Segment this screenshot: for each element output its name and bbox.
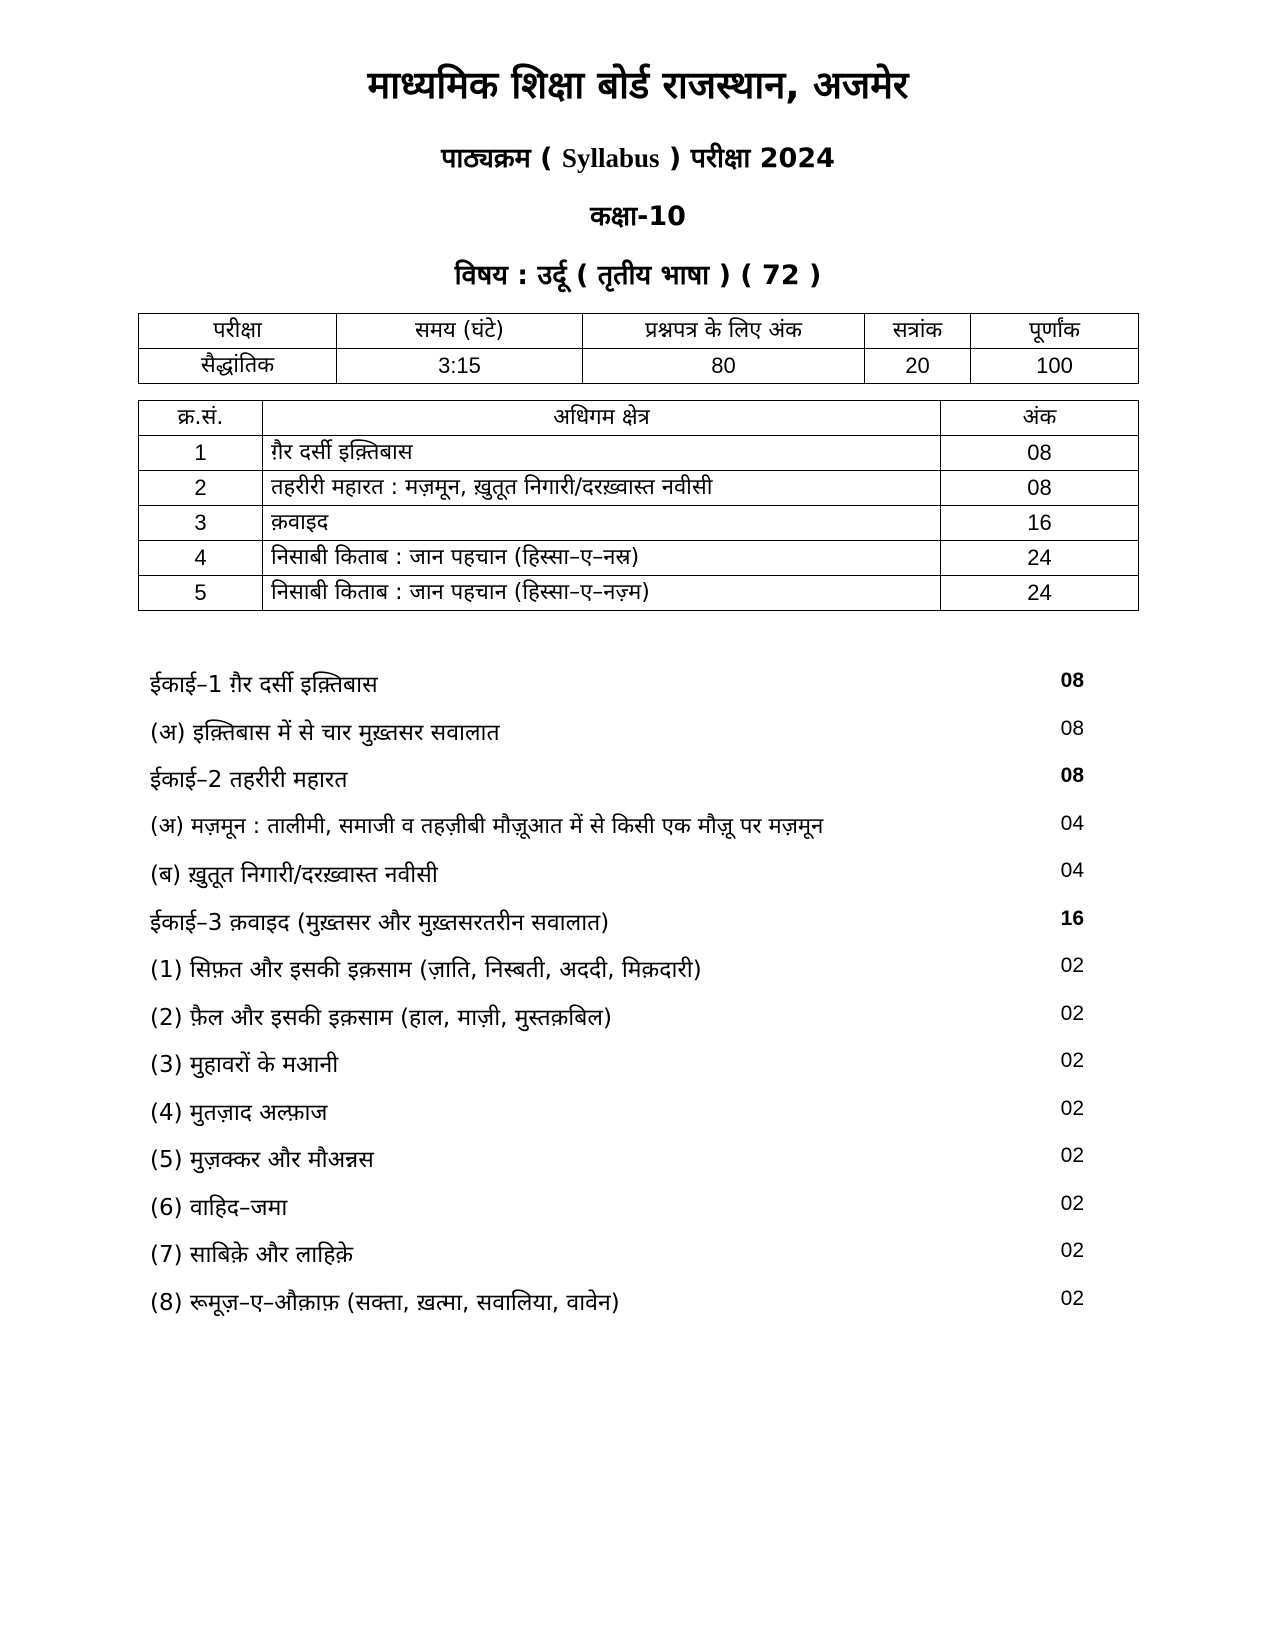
row-area: ग़ैर दर्सी इक़्तिबास xyxy=(263,436,941,471)
exam-type: सैद्धांतिक xyxy=(139,349,337,384)
unit-heading xyxy=(150,756,1084,804)
syllabus-prefix: पाठ्यक्रम ( xyxy=(441,143,553,174)
unit-marks: 02 xyxy=(1060,1001,1084,1025)
unit-text: (8) रूमूज़–ए–औक़ाफ़ (सक्ता, ख़त्मा, सवालिया, वावेन) xyxy=(150,1289,620,1316)
list-item xyxy=(150,804,1084,852)
table-row xyxy=(139,506,1139,541)
list-item xyxy=(150,709,1084,757)
table-row xyxy=(139,436,1139,471)
exam-header-exam: परीक्षा xyxy=(139,314,337,349)
learning-areas-table xyxy=(138,400,1139,611)
exam-paper-marks: 80 xyxy=(583,349,865,384)
unit-marks: 02 xyxy=(1060,1286,1084,1310)
content-header-serial: क्र.सं. xyxy=(139,401,263,436)
class-heading: कक्षा-10 xyxy=(590,201,686,232)
unit-text: (3) मुहावरों के मआनी xyxy=(150,1052,339,1078)
exam-total: 100 xyxy=(971,349,1139,384)
syllabus-suffix: ) परीक्षा 2024 xyxy=(668,143,835,174)
unit-marks: 08 xyxy=(1060,764,1084,787)
row-area: निसाबी किताब : जान पहचान (हिस्सा–ए–नस्र) xyxy=(263,541,941,576)
unit-marks: 02 xyxy=(1060,1096,1084,1120)
exam-header-total: पूर्णांक xyxy=(971,314,1139,349)
unit-text: (अ) मज़मून : तालीमी, समाजी व तहज़ीबी मौज़ूआत में से किसी एक मौज़ू पर मज़मून xyxy=(150,813,824,839)
row-area: निसाबी किताब : जान पहचान (हिस्सा–ए–नज़्म) xyxy=(263,576,941,611)
list-item xyxy=(150,851,1084,899)
unit-text: ईकाई–1 ग़ैर दर्सी इक़्तिबास xyxy=(150,672,378,698)
list-item xyxy=(150,1136,1084,1184)
table-row xyxy=(139,541,1139,576)
unit-text: (7) साबिक़े और लाहिक़े xyxy=(150,1242,354,1268)
unit-text: ईकाई–3 क़वाइद (मुख़्तसर और मुख़्तसरतरीन सवालात) xyxy=(150,909,610,936)
unit-text: (5) मुज़क्कर और मौअन्नस xyxy=(150,1147,374,1173)
exam-header-row xyxy=(139,314,1139,349)
table-row xyxy=(139,576,1139,611)
unit-heading xyxy=(150,661,1084,709)
unit-marks: 02 xyxy=(1060,1191,1084,1215)
list-item xyxy=(150,1041,1084,1089)
row-marks: 08 xyxy=(941,436,1139,471)
unit-marks: 02 xyxy=(1060,1049,1084,1072)
row-serial: 5 xyxy=(139,576,263,611)
row-area: क़वाइद xyxy=(263,506,941,541)
unit-text: ईकाई–2 तहरीरी महारत xyxy=(150,767,348,793)
unit-text: (अ) इक़्तिबास में से चार मुख़्तसर सवालात xyxy=(150,719,500,746)
unit-marks: 02 xyxy=(1060,1239,1084,1262)
exam-header-time: समय (घंटे) xyxy=(337,314,583,349)
unit-text: (1) सिफ़त और इसकी इक़साम (ज़ाति, निस्बती, अददी, मिक़दारी) xyxy=(150,957,702,983)
row-serial: 3 xyxy=(139,506,263,541)
list-item xyxy=(150,1089,1084,1137)
exam-sessional: 20 xyxy=(865,349,971,384)
subject-heading: विषय : उर्दू ( तृतीय भाषा ) ( 72 ) xyxy=(454,260,822,291)
row-serial: 4 xyxy=(139,541,263,576)
unit-text: (6) वाहिद–जमा xyxy=(150,1194,288,1221)
unit-text: (ब) ख़ुतूत निगारी/दरख़्वास्त नवीसी xyxy=(150,862,438,888)
unit-marks: 02 xyxy=(1060,1144,1084,1167)
exam-header-sessional: सत्रांक xyxy=(865,314,971,349)
unit-text: (2) फ़ैल और इसकी इक़साम (हाल, माज़ी, मुस्तक़बिल) xyxy=(150,1004,612,1031)
unit-marks: 08 xyxy=(1060,716,1084,740)
unit-marks: 04 xyxy=(1060,859,1084,882)
content-header-area: अधिगम क्षेत्र xyxy=(263,401,941,436)
row-marks: 24 xyxy=(941,541,1139,576)
row-marks: 08 xyxy=(941,471,1139,506)
row-serial: 1 xyxy=(139,436,263,471)
list-item xyxy=(150,1184,1084,1232)
syllabus-english: Syllabus xyxy=(561,143,660,173)
row-area: तहरीरी महारत : मज़मून, ख़ुतूत निगारी/दरख़्वास्त नवीसी xyxy=(263,471,941,506)
unit-marks: 08 xyxy=(1060,669,1084,692)
table-row xyxy=(139,471,1139,506)
exam-time: 3:15 xyxy=(337,349,583,384)
unit-marks: 16 xyxy=(1060,906,1084,930)
unit-text: (4) मुतज़ाद अल्फ़ाज xyxy=(150,1099,328,1126)
unit-marks: 02 xyxy=(1060,954,1084,977)
board-title: माध्यमिक शिक्षा बोर्ड राजस्थान, अजमेर xyxy=(367,63,909,107)
unit-heading xyxy=(150,899,1084,947)
unit-marks: 04 xyxy=(1060,811,1084,835)
syllabus-heading xyxy=(0,138,1276,175)
exam-header-paper-marks: प्रश्नपत्र के लिए अंक xyxy=(583,314,865,349)
exam-value-row xyxy=(139,349,1139,384)
content-header-row xyxy=(139,401,1139,436)
content-header-marks: अंक xyxy=(941,401,1139,436)
row-serial: 2 xyxy=(139,471,263,506)
list-item xyxy=(150,994,1084,1042)
list-item xyxy=(150,1231,1084,1279)
unit-breakdown-list xyxy=(150,661,1084,1326)
list-item xyxy=(150,1279,1084,1327)
row-marks: 24 xyxy=(941,576,1139,611)
list-item xyxy=(150,946,1084,994)
row-marks: 16 xyxy=(941,506,1139,541)
exam-scheme-table xyxy=(138,313,1139,384)
